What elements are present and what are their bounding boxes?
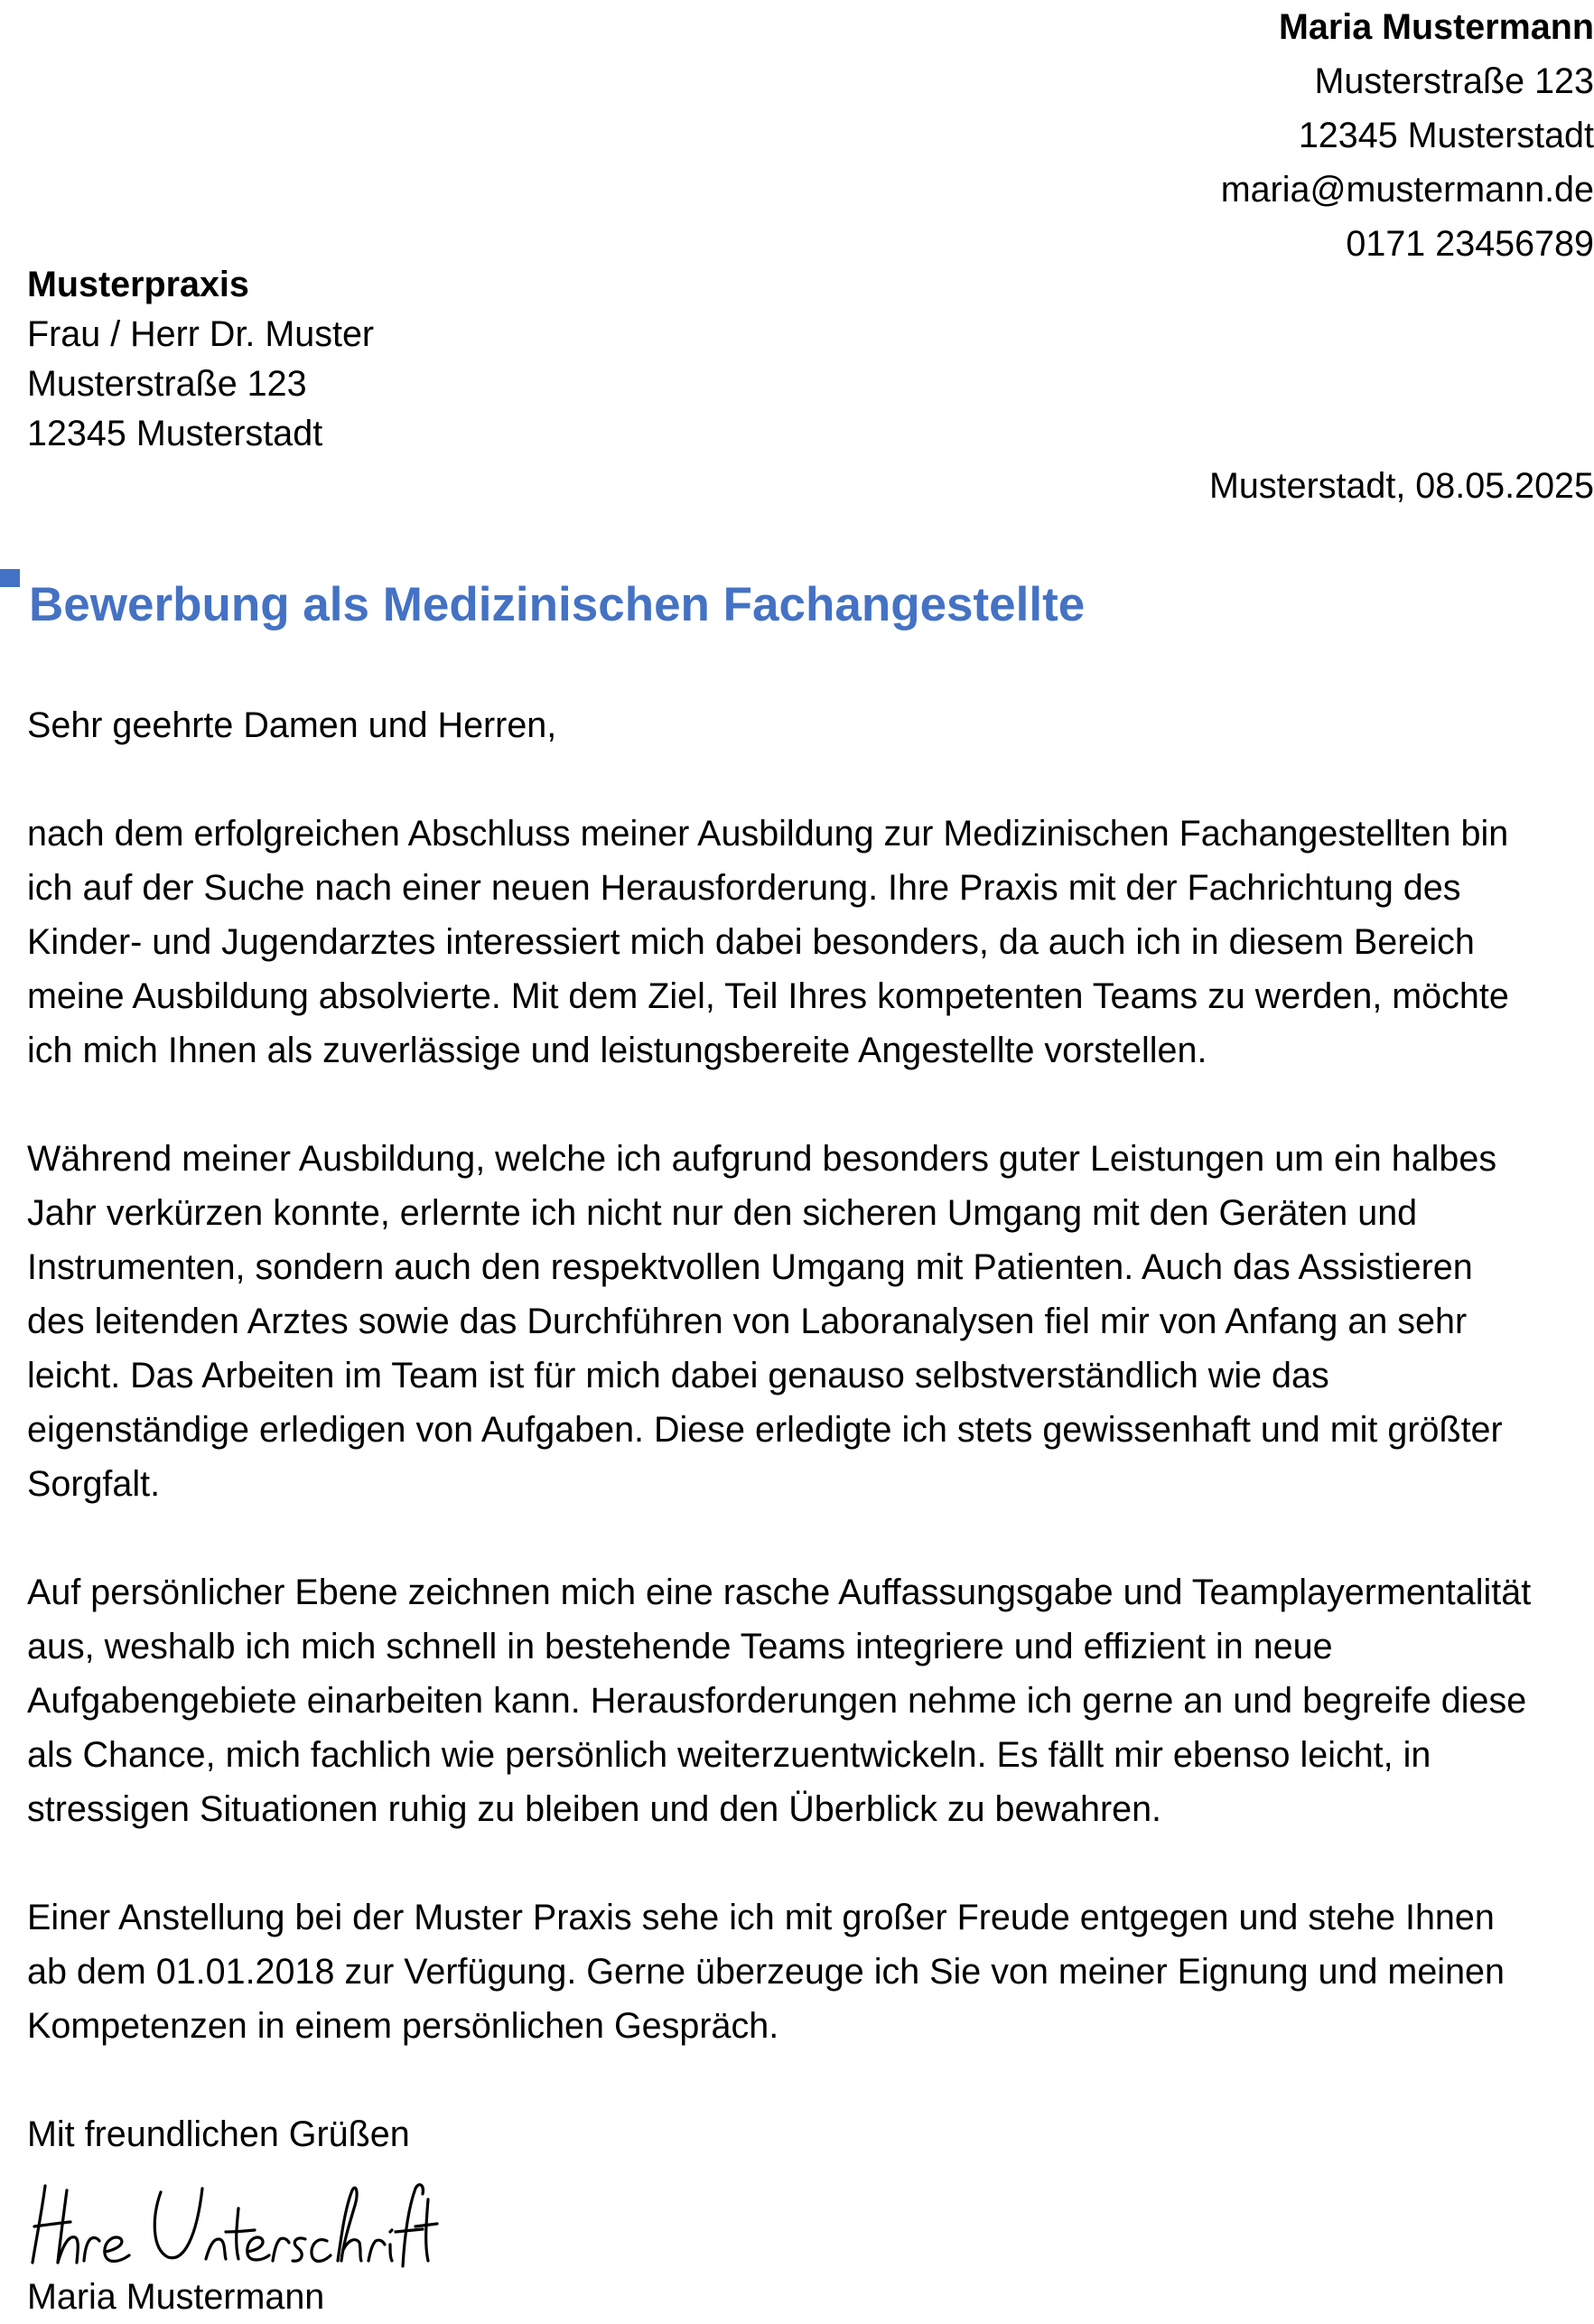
recipient-street: Musterstraße 123 [27, 364, 307, 404]
paragraph-line: nach dem erfolgreichen Abschluss meiner Ausbildung zur Medizinischen Fachangestellten bin [27, 814, 1509, 854]
sender-phone: 0171 23456789 [1346, 224, 1594, 264]
paragraph-line: aus, weshalb ich mich schnell in bestehende Teams integriere und effizient in neue [27, 1627, 1333, 1666]
paragraph-line: stressigen Situationen ruhig zu bleiben und den Überblick zu bewahren. [27, 1789, 1162, 1829]
sender-email: maria@mustermann.de [1220, 170, 1594, 210]
sender-city: 12345 Musterstadt [1298, 116, 1594, 155]
heading-marker [0, 569, 20, 587]
paragraph-4 [27, 1890, 1585, 2053]
paragraph-line: Während meiner Ausbildung, welche ich aufgrund besonders guter Leistungen um ein halbes [27, 1139, 1497, 1179]
salutation: Sehr geehrte Damen und Herren, [27, 705, 557, 745]
paragraph-2 [27, 1132, 1585, 1511]
signer-name: Maria Mustermann [27, 2277, 325, 2317]
sender-name: Maria Mustermann [1278, 7, 1594, 47]
paragraph-line: ich mich Ihnen als zuverlässige und leistungsbereite Angestellte vorstellen. [27, 1031, 1207, 1070]
paragraph-1 [27, 807, 1585, 1078]
paragraph-line: Sorgfalt. [27, 1464, 161, 1504]
paragraph-line: ab dem 01.01.2018 zur Verfügung. Gerne überzeuge ich Sie von meiner Eignung und meinen [27, 1952, 1505, 1992]
paragraph-line: ich auf der Suche nach einer neuen Herausforderung. Ihre Praxis mit der Fachrichtung des [27, 868, 1461, 908]
sender-block [781, 0, 1594, 271]
paragraph-line: des leitenden Arztes sowie das Durchführen von Laboranalysen fiel mir von Anfang an sehr [27, 1302, 1468, 1341]
paragraph-line: Instrumenten, sondern auch den respektvollen Umgang mit Patienten. Auch das Assistieren [27, 1247, 1473, 1287]
paragraph-line: eigenständige erledigen von Aufgaben. Diese erledigte ich stets gewissenhaft und mit größter [27, 1410, 1503, 1450]
sender-street: Musterstraße 123 [1314, 61, 1594, 101]
subject-heading: Bewerbung als Medizinischen Fachangestellte [29, 578, 1086, 631]
closing: Mit freundlichen Grüßen [27, 2114, 410, 2154]
recipient-block [27, 260, 840, 459]
date-line: Musterstadt, 08.05.2025 [1209, 466, 1594, 506]
recipient-contact: Frau / Herr Dr. Muster [27, 314, 375, 354]
recipient-company: Musterpraxis [27, 265, 249, 304]
paragraph-line: Jahr verkürzen konnte, erlernte ich nicht nur den sicheren Umgang mit den Geräten und [27, 1193, 1418, 1233]
paragraph-line: Kinder- und Jugendarztes interessiert mich dabei besonders, da auch ich in diesem Bereich [27, 922, 1475, 962]
recipient-city: 12345 Musterstadt [27, 414, 323, 453]
paragraph-line: als Chance, mich fachlich wie persönlich weiterzuentwickeln. Es fällt mir ebenso leicht, in [27, 1735, 1431, 1775]
paragraph-line: Aufgabengebiete einarbeiten kann. Herausforderungen nehme ich gerne an und begreife diese [27, 1681, 1527, 1721]
paragraph-line: meine Ausbildung absolvierte. Mit dem Ziel, Teil Ihres kompetenten Teams zu werden, möchte [27, 976, 1509, 1016]
paragraph-line: Einer Anstellung bei der Muster Praxis sehe ich mit großer Freude entgegen und stehe Ihnen [27, 1898, 1495, 1937]
paragraph-line: leicht. Das Arbeiten im Team ist für mich dabei genauso selbstverständlich wie das [27, 1356, 1329, 1395]
paragraph-line: Kompetenzen in einem persönlichen Gespräch. [27, 2006, 779, 2046]
paragraph-line: Auf persönlicher Ebene zeichnen mich eine rasche Auffassungsgabe und Teamplayermentalität [27, 1573, 1532, 1612]
paragraph-3 [27, 1565, 1585, 1836]
